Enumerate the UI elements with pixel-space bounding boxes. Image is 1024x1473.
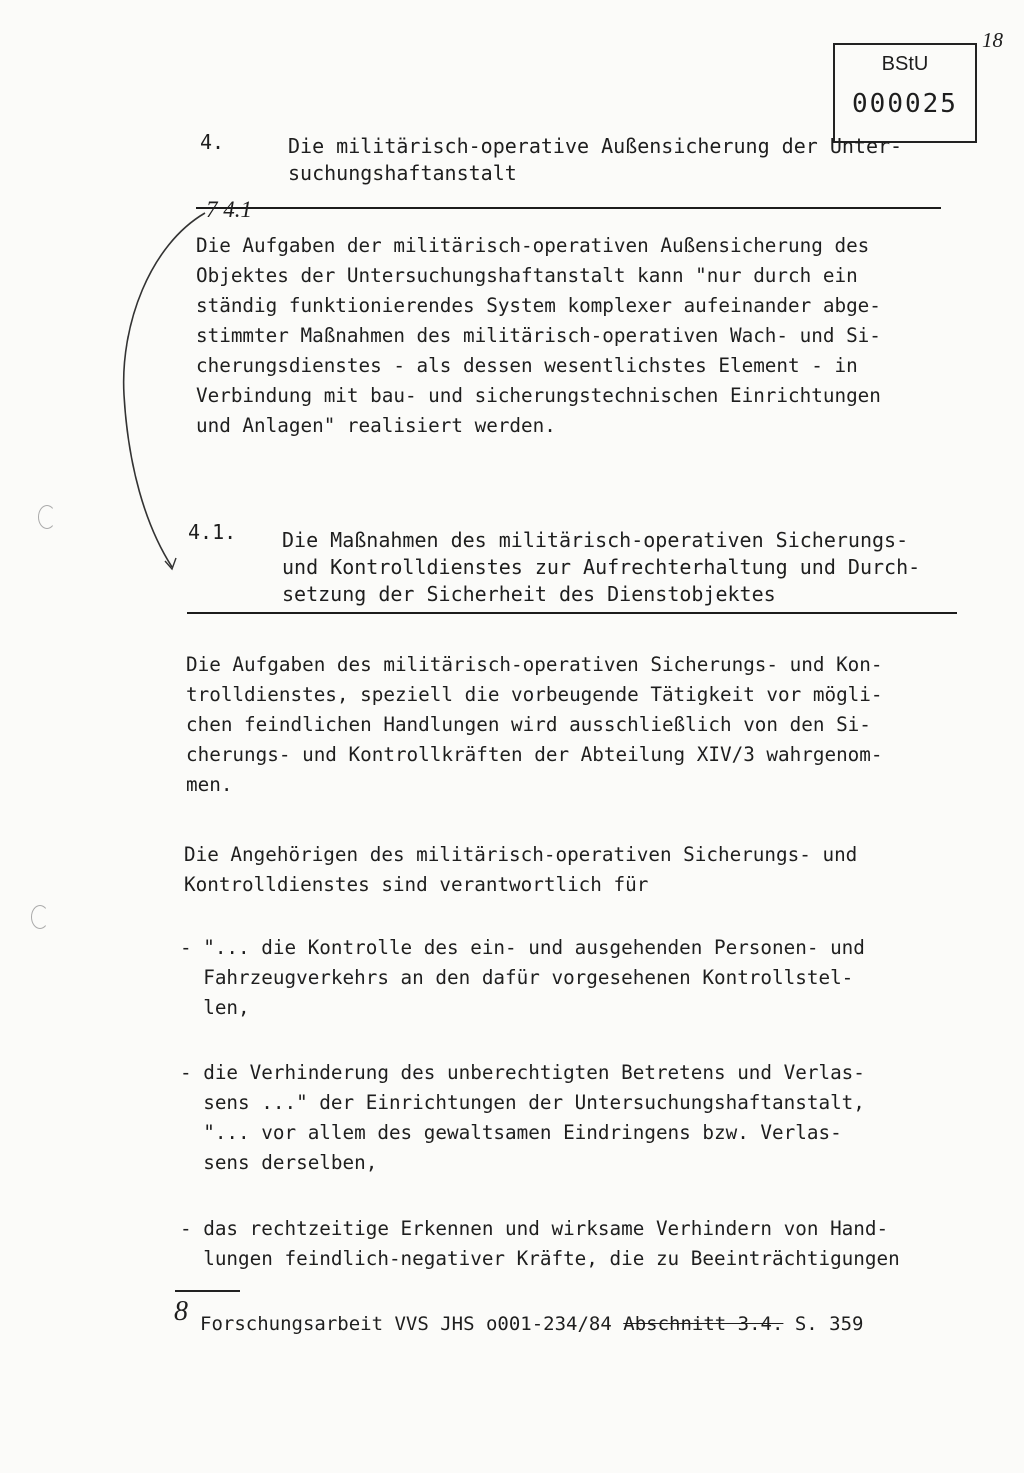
section-4-title-line: suchungshaftanstalt [288,161,517,185]
footnote-page-reference: S. 359 [783,1313,864,1335]
section-4-underline [196,207,941,209]
stamp-number: 000025 [852,89,958,119]
list-item-line: - die Verhinderung des unberechtigten Betretens und Verlas- [180,1061,865,1084]
archive-stamp [833,43,977,143]
paragraph-line: stimmter Maßnahmen des militärisch-operativen Wach- und Si- [196,324,881,347]
section-4-title [288,133,902,187]
list-item-line: - "... die Kontrolle des ein- und ausgehenden Personen- und [180,936,865,959]
list-item-line: sens derselben, [180,1151,378,1174]
section-4-1-number: 4.1. [188,520,237,544]
list-item-line: len, [180,996,250,1019]
list-item [180,1058,865,1178]
paragraph-line: trolldienstes, speziell die vorbeugende Tätigkeit vor mögli- [186,683,883,706]
paragraph-line: und Anlagen" realisiert werden. [196,414,556,437]
section-4-title-line: Die militärisch-operative Außensicherung der Unter- [288,134,903,158]
paragraph-line: Verbindung mit bau- und sicherungstechnischen Einrichtungen [196,384,881,407]
section-4-1-title-line: und Kontrolldienstes zur Aufrechterhaltung und Durch- [282,555,921,579]
paragraph-2 [186,650,883,800]
section-4-number: 4. [200,130,225,154]
section-4-1-title-line: Die Maßnahmen des militärisch-operativen Sicherungs- [282,528,909,552]
paragraph-line: cherungs- und Kontrollkräften der Abteilung XIV/3 wahrgenom- [186,743,883,766]
punch-hole-mark [31,905,49,929]
footnote-mark: 8 [174,1296,188,1327]
footnote-struck-reference: Abschnitt 3.4. [623,1313,784,1335]
paragraph-line: Die Angehörigen des militärisch-operativen Sicherungs- und [184,843,858,866]
footnote-rule [175,1290,240,1292]
paragraph-line: Die Aufgaben des militärisch-operativen Sicherungs- und Kon- [186,653,883,676]
list-item-line: Fahrzeugverkehrs an den dafür vorgesehenen Kontrollstel- [180,966,854,989]
paragraph-line: men. [186,773,233,796]
paragraph-3 [184,840,857,900]
stamp-label: BStU [881,53,929,75]
list-item-line: sens ..." der Einrichtungen der Untersuchungshaftanstalt, [180,1091,865,1114]
paragraph-line: Die Aufgaben der militärisch-operativen Außensicherung des [196,234,870,257]
list-item [180,933,865,1023]
section-4-1-title-line: setzung der Sicherheit des Dienstobjektes [282,582,776,606]
paragraph-line: Objektes der Untersuchungshaftanstalt kann "nur durch ein [196,264,858,287]
paragraph-line: ständig funktionierendes System komplexer aufeinander abge- [196,294,881,317]
handwritten-page-number: 18 [982,28,1003,52]
paragraph-line: Kontrolldienstes sind verantwortlich für [184,873,649,896]
section-4-1-underline [187,612,957,614]
section-4-1-title [282,527,920,608]
footnote-text [200,1313,863,1335]
punch-hole-mark [38,505,56,529]
paragraph-1 [196,231,881,441]
handwritten-note: 7 4.1 [206,197,252,222]
list-item-line: lungen feindlich-negativer Kräfte, die zu Beeinträchtigungen [180,1247,900,1270]
paragraph-line: chen feindlichen Handlungen wird ausschließlich von den Si- [186,713,871,736]
paragraph-line: cherungsdienstes - als dessen wesentlichstes Element - in [196,354,858,377]
list-item [180,1214,900,1274]
list-item-line: - das rechtzeitige Erkennen und wirksame Verhindern von Hand- [180,1217,889,1240]
footnote-source: Forschungsarbeit VVS JHS o001-234/84 [200,1313,624,1335]
list-item-line: "... vor allem des gewaltsamen Eindringens bzw. Verlas- [180,1121,842,1144]
